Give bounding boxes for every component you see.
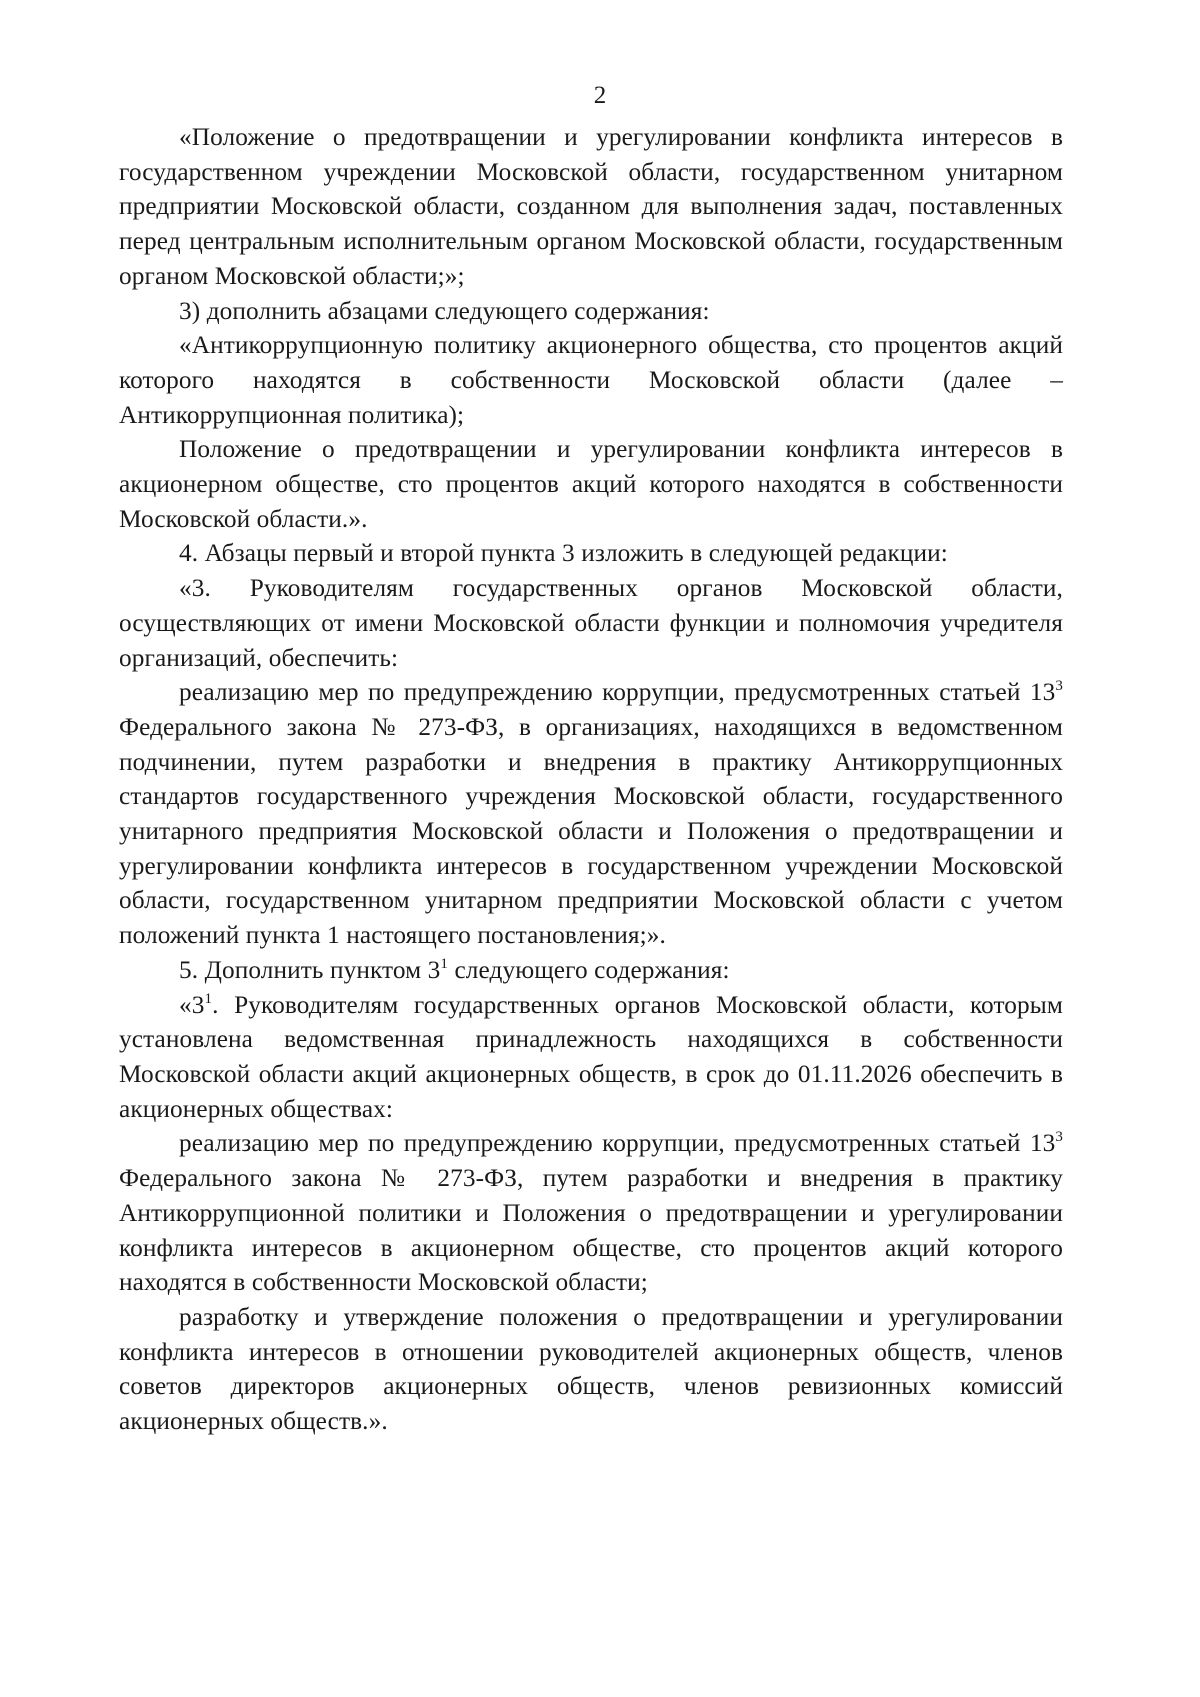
paragraph-11: разработку и утверждение положения о предотвращении и урегулировании конфликта интересов в отношении руководителей акционерных обществ, членов советов директоров акционерных обществ, членов ревизионных комиссий акционерных обществ.».: [119, 1302, 1063, 1436]
paragraph-6: «3. Руководителям государственных органов Московской области, осуществляющих от имени Московской области функции и полномочия учредителя организаций, обеспечить:: [119, 574, 1063, 672]
paragraph-4: Положение о предотвращении и урегулировании конфликта интересов в акционерном обществе, сто процентов акций которого находятся в собственности Московской области.».: [119, 435, 1063, 533]
paragraph-5: 4. Абзацы первый и второй пункта 3 изложить в следующей редакции:: [179, 539, 948, 568]
paragraph-8-text-b: следующего содержания:: [448, 955, 730, 984]
paragraph-7-text-b: Федерального закона № 273-ФЗ, в организациях, находящихся в ведомственном подчинении, путем разработки и внедрения в практику Антикоррупционных стандартов государственного учреждения Московской области, государственного унитарного предприятия Московской области и Положения о предотвращении и урегулировании конфликта интересов в государственном учреждении Московской области, государственном унитарном предприятии Московской области с учетом положений пункта 1 настоящего постановления;».: [119, 712, 1063, 950]
paragraph-7: [119, 675, 1063, 953]
paragraph-8-text-a: 5. Дополнить пунктом 3: [179, 955, 441, 984]
paragraph-10-text-b: Федерального закона № 273-ФЗ, путем разработки и внедрения в практику Антикоррупционной политики и Положения о предотвращении и урегулировании конфликта интересов в акционерном обществе, сто процентов акций которого находятся в собственности Московской области;: [119, 1164, 1063, 1297]
superscript: 1: [204, 990, 213, 1007]
paragraph-9-text-a: «3: [179, 990, 205, 1019]
paragraph-7-text-a: реализацию мер по предупреждению коррупции, предусмотренных статьей 13: [179, 678, 1056, 707]
paragraph-2: 3) дополнить абзацами следующего содержания:: [179, 296, 710, 325]
paragraph-3: «Антикоррупционную политику акционерного общества, сто процентов акций которого находятся в собственности Московской области (далее – Антикоррупционная политика);: [119, 331, 1063, 429]
paragraph-1: «Положение о предотвращении и урегулировании конфликта интересов в государственном учреждении Московской области, государственном унитарном предприятии Московской области, созданном для выполнения задач, поставленных перед центральным исполнительным органом Московской области, государственным органом Московской области;»;: [119, 123, 1063, 290]
paragraph-10: [119, 1126, 1063, 1300]
paragraph-9: [119, 988, 1063, 1127]
paragraph-9-text-b: . Руководителям государственных органов Московской области, которым установлена ведомственная принадлежность находящихся в собственности Московской области акций акционерных обществ, в срок до 01.11.2026 обеспечить в акционерных обществах:: [119, 990, 1063, 1123]
superscript: 1: [440, 955, 449, 972]
paragraph-8: [119, 953, 1063, 988]
superscript: 3: [1055, 1129, 1063, 1146]
superscript: 3: [1055, 678, 1063, 695]
page-number: 2: [593, 82, 607, 109]
document-body: [119, 120, 1063, 1439]
paragraph-10-text-a: реализацию мер по предупреждению коррупции, предусмотренных статьей 13: [179, 1129, 1056, 1158]
